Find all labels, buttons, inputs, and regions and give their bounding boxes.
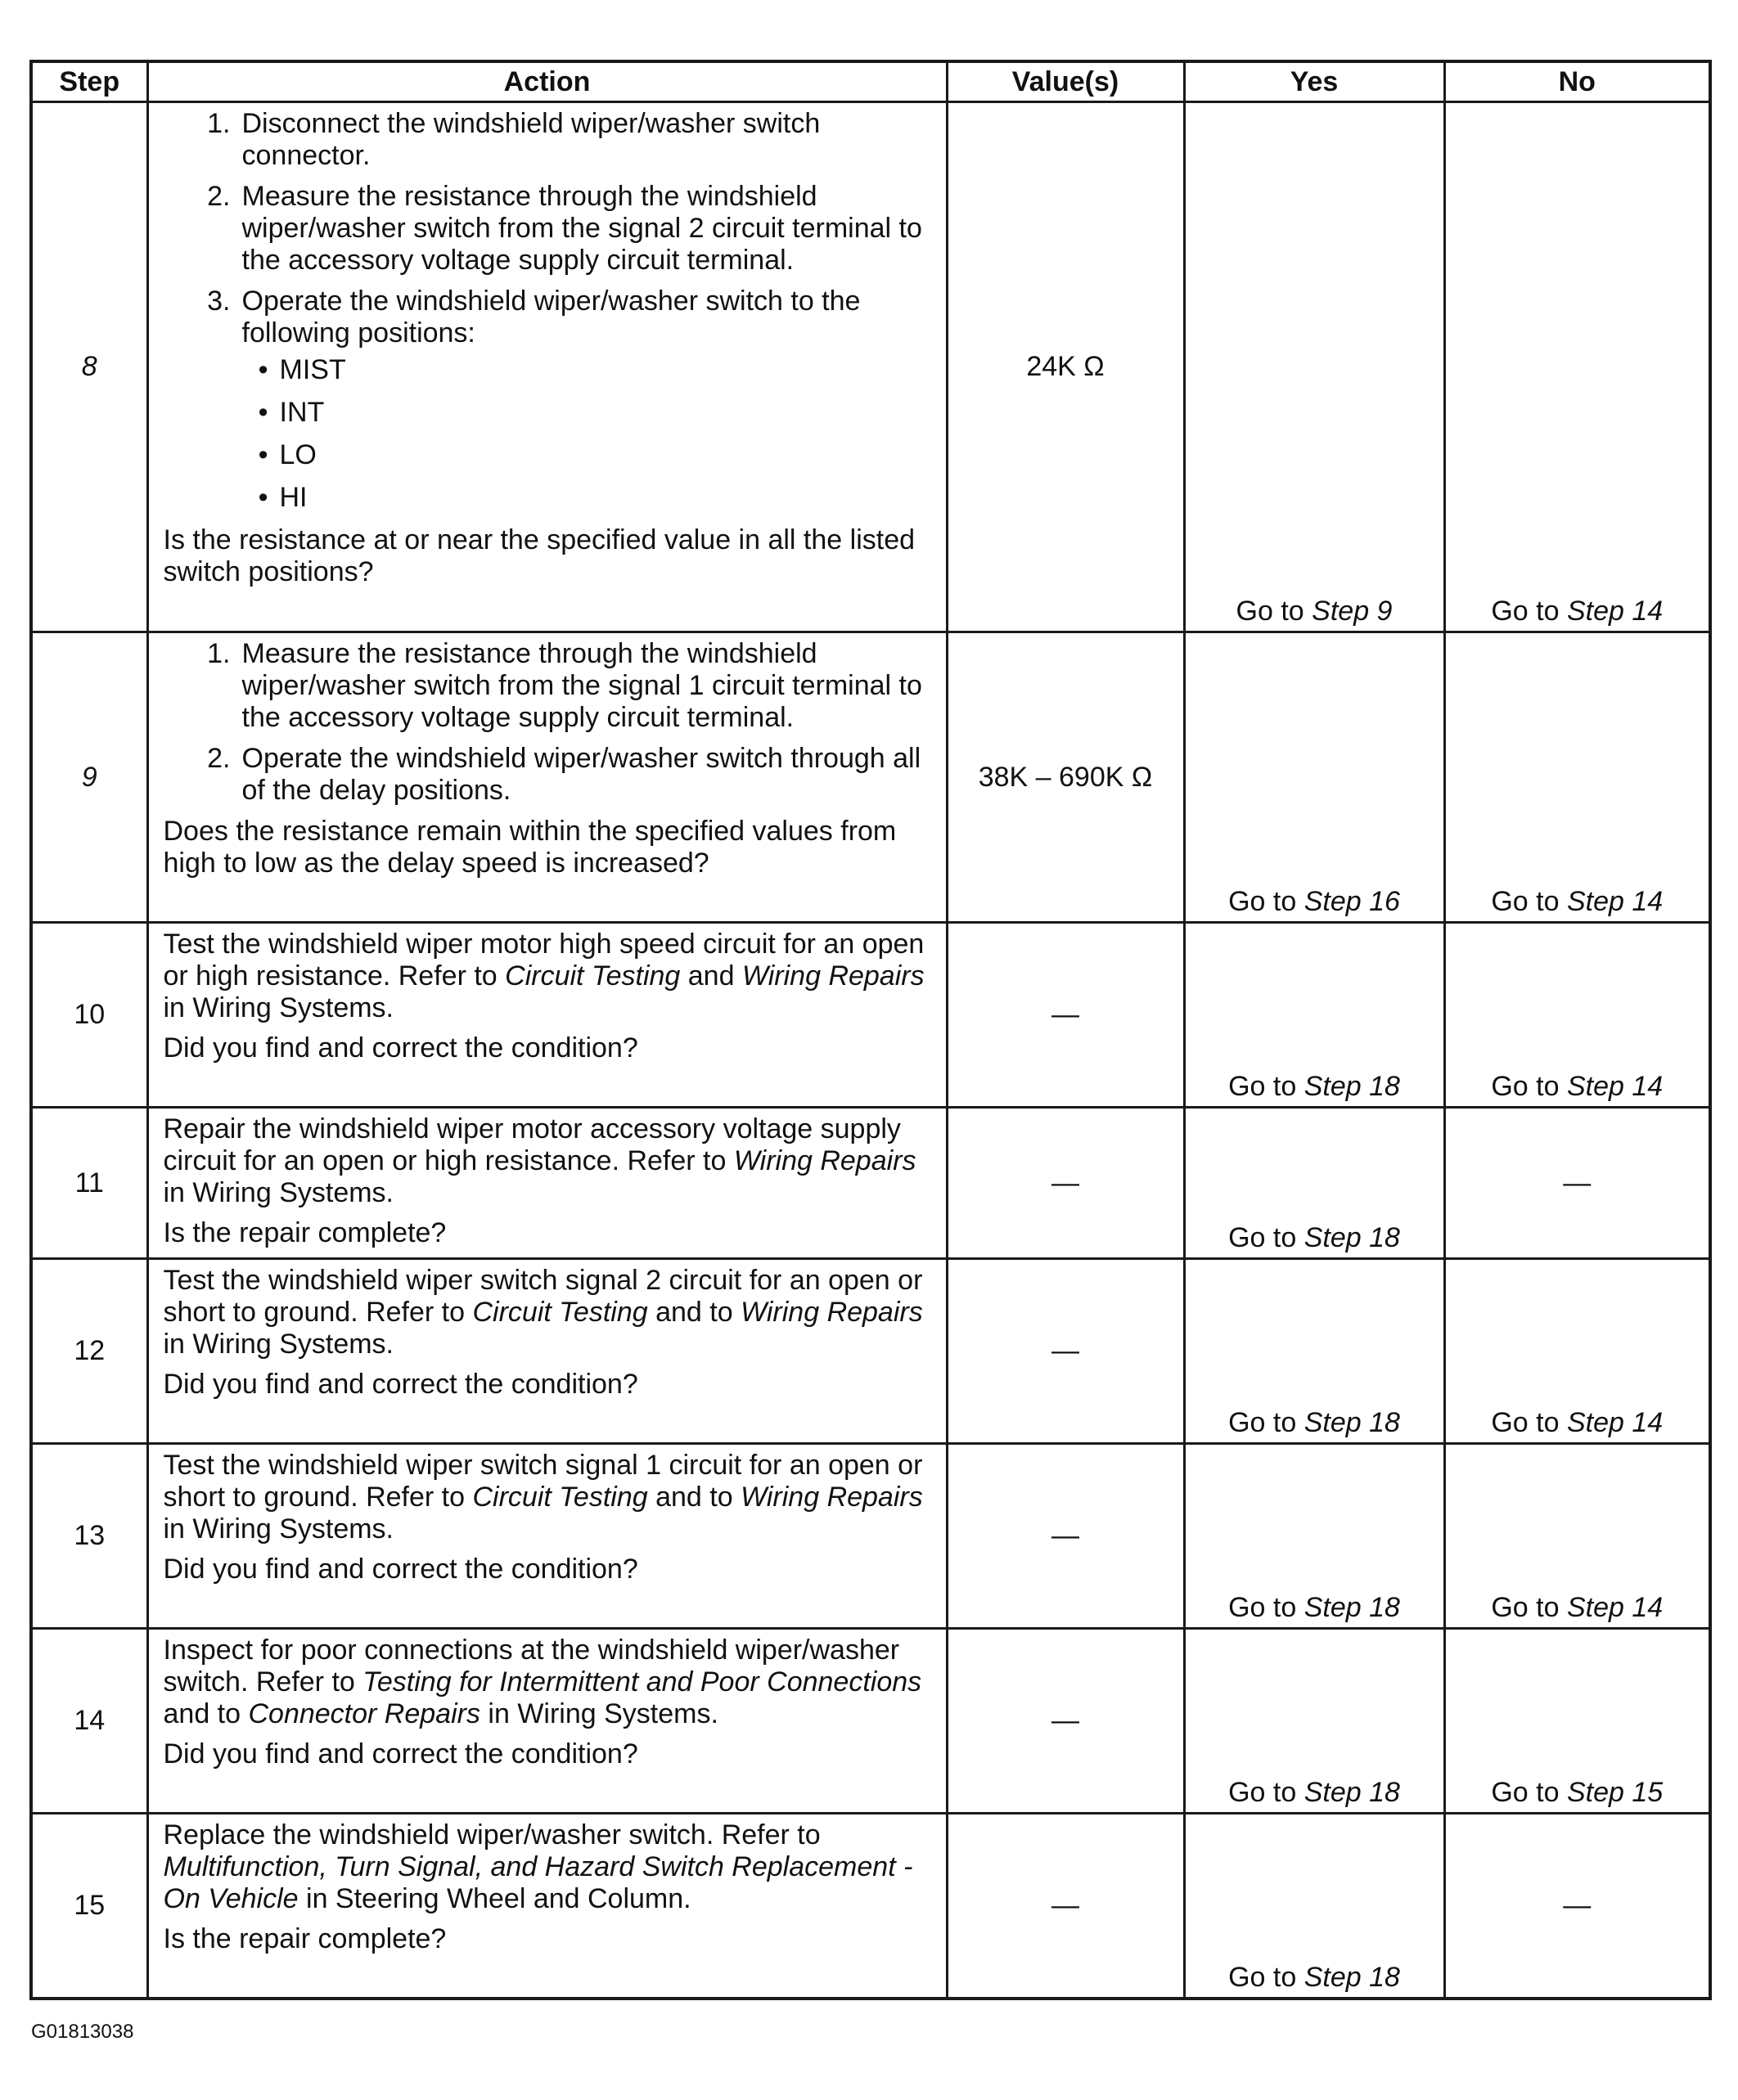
- question-text: Is the resistance at or near the specified value in all the listed switch positions?: [163, 524, 916, 587]
- header-values: Value(s): [947, 61, 1184, 102]
- goto-step-link[interactable]: Step 14: [1566, 886, 1664, 917]
- question-text: Did you find and correct the condition?: [163, 1369, 638, 1400]
- list-item: 2. Measure the resistance through the windshield wiper/washer switch from the signal 2 circuit terminal to the accessory voltage supply circuit terminal.: [207, 181, 922, 276]
- question-text: Did you find and correct the condition?: [163, 1554, 638, 1585]
- list-item: 2. Operate the windshield wiper/washer switch through all of the delay positions.: [207, 743, 921, 806]
- value-cell: —: [947, 1814, 1184, 1999]
- diagnostic-table-container: [29, 60, 1709, 2000]
- step-number: 13: [31, 1444, 147, 1629]
- question-text: Is the repair complete?: [163, 1217, 447, 1248]
- header-row: [31, 61, 1710, 102]
- header-step: Step: [31, 61, 147, 102]
- action-cell: [147, 632, 947, 923]
- yes-cell: Go to Step 18: [1184, 923, 1444, 1108]
- action-text: Replace the windshield wiper/washer switch. Refer to Multifunction, Turn Signal, and Hazard Switch Replacement - On Vehicle in Steering Wheel and Column.: [163, 1819, 913, 1914]
- value-cell: 38K – 690K Ω: [947, 632, 1184, 923]
- switch-positions: [164, 354, 934, 514]
- goto-step-link[interactable]: Step 16: [1304, 886, 1400, 917]
- list-item: • INT: [258, 397, 325, 428]
- step-number: 8: [31, 102, 147, 632]
- step-number: 10: [31, 923, 147, 1108]
- action-cell: [147, 102, 947, 632]
- table-row: [31, 102, 1710, 632]
- action-text: Test the windshield wiper motor high speed circuit for an open or high resistance. Refer to Circuit Testing and Wiring Repairs in Wiring Systems.: [163, 929, 925, 1023]
- value-cell: —: [947, 1108, 1184, 1259]
- list-item: 1. Disconnect the windshield wiper/washer switch connector.: [207, 108, 821, 171]
- step-number: 11: [31, 1108, 147, 1259]
- goto-step-link[interactable]: Step 18: [1304, 1407, 1400, 1438]
- goto-step-link[interactable]: Step 15: [1566, 1777, 1664, 1808]
- value-cell: —: [947, 923, 1184, 1108]
- no-cell: Go to Step 14: [1444, 1444, 1710, 1629]
- value-cell: —: [947, 1444, 1184, 1629]
- figure-code: G01813038: [31, 2021, 134, 2043]
- step-number: 12: [31, 1259, 147, 1444]
- table-row: [31, 1814, 1710, 1999]
- table-row: [31, 923, 1710, 1108]
- question-text: Is the repair complete?: [163, 1923, 447, 1954]
- action-cell: [147, 1814, 947, 1999]
- action-text: Test the windshield wiper switch signal 1 circuit for an open or short to ground. Refer to Circuit Testing and to Wiring Repairs in Wiring Systems.: [163, 1450, 923, 1545]
- action-text: Inspect for poor connections at the windshield wiper/washer switch. Refer to Testing for Intermittent and Poor Connections and to Connector Repairs in Wiring Systems.: [163, 1635, 922, 1729]
- numbered-steps: [164, 108, 934, 349]
- goto-step-link[interactable]: Step 18: [1304, 1592, 1400, 1623]
- action-cell: [147, 1629, 947, 1814]
- no-cell: —: [1444, 1108, 1710, 1259]
- list-item: 1. Measure the resistance through the windshield wiper/washer switch from the signal 1 circuit terminal to the accessory voltage supply circuit terminal.: [207, 638, 922, 733]
- goto-step-link[interactable]: Step 18: [1304, 1222, 1400, 1253]
- action-cell: [147, 923, 947, 1108]
- no-cell: Go to Step 14: [1444, 632, 1710, 923]
- question-text: Did you find and correct the condition?: [163, 1738, 638, 1769]
- no-cell: Go to Step 14: [1444, 102, 1710, 632]
- step-number: 9: [31, 632, 147, 923]
- list-item: 3. Operate the windshield wiper/washer switch to the following positions:: [207, 286, 861, 349]
- table-row: [31, 632, 1710, 923]
- goto-step-link[interactable]: Step 9: [1312, 596, 1393, 627]
- list-item: • MIST: [258, 354, 346, 385]
- action-text: Test the windshield wiper switch signal 2 circuit for an open or short to ground. Refer to Circuit Testing and to Wiring Repairs in Wiring Systems.: [163, 1265, 923, 1360]
- goto-step-link[interactable]: Step 14: [1566, 1071, 1664, 1102]
- action-cell: [147, 1259, 947, 1444]
- no-cell: Go to Step 14: [1444, 923, 1710, 1108]
- yes-cell: Go to Step 9: [1184, 102, 1444, 632]
- goto-step-link[interactable]: Step 14: [1566, 1592, 1664, 1623]
- yes-cell: Go to Step 18: [1184, 1444, 1444, 1629]
- yes-cell: Go to Step 18: [1184, 1629, 1444, 1814]
- action-text: Repair the windshield wiper motor accessory voltage supply circuit for an open or high resistance. Refer to Wiring Repairs in Wiring Systems.: [163, 1113, 916, 1208]
- question-text: Did you find and correct the condition?: [163, 1032, 638, 1063]
- step-number: 14: [31, 1629, 147, 1814]
- goto-step-link[interactable]: Step 18: [1304, 1961, 1400, 1993]
- question-text: Does the resistance remain within the specified values from high to low as the delay speed is increased?: [163, 816, 897, 879]
- goto-step-link[interactable]: Step 14: [1566, 596, 1664, 627]
- header-yes: Yes: [1184, 61, 1444, 102]
- table-row: [31, 1108, 1710, 1259]
- table-row: [31, 1444, 1710, 1629]
- header-no: No: [1444, 61, 1710, 102]
- table-row: [31, 1629, 1710, 1814]
- diagnostic-table: [29, 60, 1712, 2000]
- goto-step-link[interactable]: Step 18: [1304, 1777, 1400, 1808]
- value-cell: —: [947, 1259, 1184, 1444]
- action-cell: [147, 1108, 947, 1259]
- goto-step-link[interactable]: Step 14: [1566, 1407, 1664, 1438]
- yes-cell: Go to Step 18: [1184, 1108, 1444, 1259]
- yes-cell: Go to Step 18: [1184, 1814, 1444, 1999]
- list-item: • HI: [258, 482, 308, 513]
- table-row: [31, 1259, 1710, 1444]
- no-cell: —: [1444, 1814, 1710, 1999]
- no-cell: Go to Step 15: [1444, 1629, 1710, 1814]
- value-cell: 24K Ω: [947, 102, 1184, 632]
- goto-step-link[interactable]: Step 18: [1304, 1071, 1400, 1102]
- step-number: 15: [31, 1814, 147, 1999]
- numbered-steps: [164, 638, 934, 807]
- yes-cell: Go to Step 18: [1184, 1259, 1444, 1444]
- list-item: • LO: [258, 439, 317, 470]
- action-cell: [147, 1444, 947, 1629]
- yes-cell: Go to Step 16: [1184, 632, 1444, 923]
- no-cell: Go to Step 14: [1444, 1259, 1710, 1444]
- value-cell: —: [947, 1629, 1184, 1814]
- header-action: Action: [147, 61, 947, 102]
